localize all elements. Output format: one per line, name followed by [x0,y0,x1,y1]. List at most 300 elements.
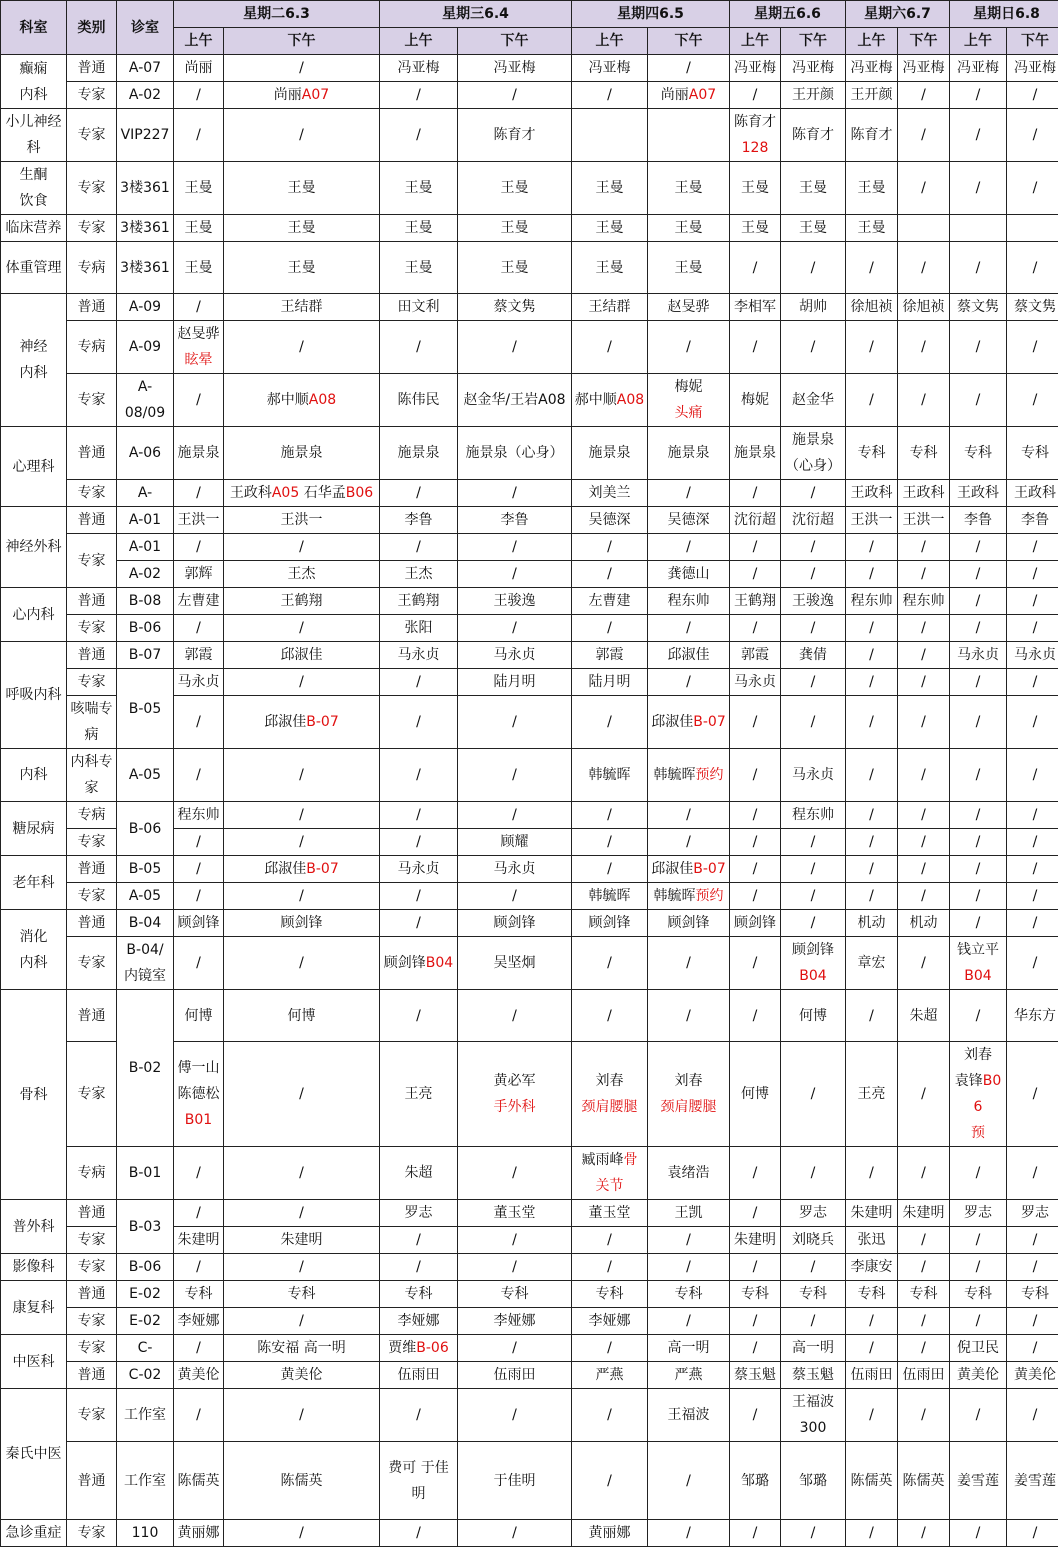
note-text: 颈肩腰腿 [661,1099,717,1115]
am-cell: 张迅 [846,1227,898,1254]
am-cell: 顾剑锋 [174,910,224,937]
am-cell: / [730,480,781,507]
dept-cell: 急诊重症 [1,1520,67,1547]
am-cell: 尚丽 [174,55,224,82]
pm-cell: / [458,82,572,109]
am-cell: / [950,242,1007,294]
pm-cell: 专科 [648,1281,730,1308]
am-cell: 顾剑锋 [730,910,781,937]
pm-cell: / [458,883,572,910]
pm-cell: 韩毓晖预约 [648,749,730,802]
note-text: A08 [309,392,336,408]
am-cell: / [380,109,458,162]
pm-cell: 专科 [898,427,950,480]
note-text: B-07 [306,714,338,730]
pm-cell: / [898,829,950,856]
am-cell: / [950,1308,1007,1335]
am-cell: / [572,1335,648,1362]
pm-cell: / [898,1042,950,1147]
pm-cell: / [1007,82,1058,109]
room-cell: A-05 [117,883,174,910]
pm-cell: / [1007,615,1058,642]
pm-cell: / [1007,321,1058,374]
pm-cell: 胡帅 [781,294,846,321]
am-cell: / [950,321,1007,374]
pm-cell: 罗志 [1007,1200,1058,1227]
am-cell: / [572,990,648,1042]
room-cell: 工作室 [117,1389,174,1442]
am-cell: 李鲁 [950,507,1007,534]
am-cell: / [730,1308,781,1335]
note-text: B01 [185,1112,212,1128]
pm-cell: / [1007,1335,1058,1362]
am-cell: / [950,990,1007,1042]
pm-cell: / [898,1147,950,1200]
pm-cell: / [1007,1147,1058,1200]
am-cell: / [846,561,898,588]
table-row [1,480,1058,507]
pm-cell: / [898,937,950,990]
pm-cell: 吴德深 [648,507,730,534]
room-cell: A-09 [117,321,174,374]
am-cell: / [950,669,1007,696]
pm-cell: / [898,321,950,374]
pm-cell: 专科 [458,1281,572,1308]
pm-cell [1007,215,1058,242]
room-cell: 3楼361 [117,242,174,294]
type-cell: 专家 [67,1308,117,1335]
pm-cell: 郝中顺A08 [224,374,380,427]
pm-cell: / [1007,1308,1058,1335]
pm-cell: 陆月明 [458,669,572,696]
pm-cell: / [458,534,572,561]
table-row [1,1281,1058,1308]
room-cell: VIP227 [117,109,174,162]
am-cell: / [380,829,458,856]
dept-cell: 心内科 [1,588,67,642]
pm-cell: / [781,669,846,696]
am-cell: 王曼 [380,162,458,215]
am-cell: 王曼 [572,215,648,242]
am-cell: 专科 [730,1281,781,1308]
room-cell: B-06 [117,615,174,642]
pm-cell: / [224,883,380,910]
type-cell: 专病 [67,321,117,374]
am-cell: / [174,856,224,883]
pm-cell: / [1007,561,1058,588]
am-cell: / [380,1520,458,1547]
am-cell [950,215,1007,242]
am-cell: 顾剑锋B04 [380,937,458,990]
pm-cell: 刘春 颈肩腰腿 [648,1042,730,1147]
am-cell: 专科 [950,427,1007,480]
pm-cell: 程东帅 [781,802,846,829]
am-cell: 施景泉 [572,427,648,480]
pm-cell: / [781,1520,846,1547]
am-cell: 马永贞 [174,669,224,696]
pm-cell: 华东方 [1007,990,1058,1042]
pm-cell: / [898,1520,950,1547]
pm-cell: / [1007,1389,1058,1442]
am-cell: / [174,883,224,910]
pm-cell: 罗志 [781,1200,846,1227]
pm-cell: 黄美伦 [1007,1362,1058,1389]
room-cell: 110 [117,1520,174,1547]
room-cell: B-07 [117,642,174,669]
pm-cell: 王曼 [224,242,380,294]
am-cell: / [174,1200,224,1227]
header-type: 类别 [67,1,117,55]
am-cell: 费可 于佳 明 [380,1442,458,1520]
room-cell: A-09 [117,294,174,321]
am-cell: / [174,696,224,749]
am-cell: 冯亚梅 [380,55,458,82]
pm-cell: 伍雨田 [458,1362,572,1389]
pm-cell: 王曼 [648,242,730,294]
table-row [1,109,1058,162]
dept-cell: 影像科 [1,1254,67,1281]
pm-cell: 尚丽A07 [224,82,380,109]
am-cell: 王政科 [950,480,1007,507]
pm-cell: / [1007,588,1058,615]
header-am: 上午 [950,28,1007,55]
pm-cell: / [781,615,846,642]
am-cell: / [950,374,1007,427]
am-cell: 冯亚梅 [846,55,898,82]
pm-cell: 马永贞 [458,856,572,883]
am-cell: / [380,82,458,109]
am-cell: 刘春 颈肩腰腿 [572,1042,648,1147]
am-cell: / [730,534,781,561]
pm-cell: 吴坚炯 [458,937,572,990]
note-text: 骨 [624,1152,638,1168]
pm-cell: 王福波 [648,1389,730,1442]
am-cell: / [950,802,1007,829]
am-cell: / [380,1389,458,1442]
am-cell: 田文利 [380,294,458,321]
pm-cell: / [224,937,380,990]
pm-cell: 严燕 [648,1362,730,1389]
dept-cell: 秦氏中医 [1,1389,67,1520]
pm-cell: / [1007,374,1058,427]
header-day: 星期三6.4 [380,1,572,28]
pm-cell: 王洪一 [224,507,380,534]
table-row [1,162,1058,215]
am-cell: 李康安 [846,1254,898,1281]
am-cell: / [950,561,1007,588]
am-cell: / [730,1389,781,1442]
am-cell: 严燕 [572,1362,648,1389]
header-pm: 下午 [898,28,950,55]
am-cell: 施景泉 [730,427,781,480]
am-cell: / [730,1147,781,1200]
pm-cell [898,215,950,242]
pm-cell: 王骏逸 [781,588,846,615]
dept-cell: 临床营养 [1,215,67,242]
pm-cell: / [781,534,846,561]
table-row [1,856,1058,883]
type-cell: 普通 [67,1442,117,1520]
type-cell: 专家 [67,1520,117,1547]
am-cell: 张阳 [380,615,458,642]
pm-cell: 马永贞 [781,749,846,802]
header-room: 诊室 [117,1,174,55]
am-cell: 马永贞 [730,669,781,696]
am-cell: / [572,615,648,642]
table-row [1,802,1058,829]
room-cell: C-02 [117,1362,174,1389]
note-text: A07 [302,87,329,103]
pm-cell: 伍雨田 [898,1362,950,1389]
pm-cell: / [898,242,950,294]
am-cell: / [730,1254,781,1281]
pm-cell: 冯亚梅 [458,55,572,82]
am-cell: / [572,856,648,883]
pm-cell: 朱建明 [898,1200,950,1227]
header-day: 星期六6.7 [846,1,950,28]
pm-cell: 黄必军 手外科 [458,1042,572,1147]
dept-cell: 消化 内科 [1,910,67,990]
room-cell: E-02 [117,1308,174,1335]
room-cell: 3楼361 [117,162,174,215]
pm-cell: / [1007,162,1058,215]
header-dept: 科室 [1,1,67,55]
pm-cell: / [1007,109,1058,162]
pm-cell: / [1007,749,1058,802]
am-cell: / [174,294,224,321]
pm-cell: 王政科 [1007,480,1058,507]
table-row [1,910,1058,937]
am-cell: 刘春 袁锋B06 预 [950,1042,1007,1147]
am-cell: 伍雨田 [846,1362,898,1389]
am-cell: / [730,802,781,829]
am-cell: 李娅娜 [174,1308,224,1335]
pm-cell: / [224,1042,380,1147]
pm-cell: / [458,1254,572,1281]
table-row [1,1200,1058,1227]
am-cell: 王曼 [846,215,898,242]
dept-cell: 中医科 [1,1335,67,1389]
am-cell: 陆月明 [572,669,648,696]
am-cell: / [174,82,224,109]
am-cell: 陈儒英 [174,1442,224,1520]
dept-cell: 骨科 [1,990,67,1200]
am-cell: / [846,802,898,829]
pm-cell: / [224,55,380,82]
am-cell: / [846,1335,898,1362]
am-cell: / [730,829,781,856]
type-cell: 专家 [67,883,117,910]
pm-cell: / [898,1254,950,1281]
note-text: 预约 [696,767,724,783]
am-cell: / [950,82,1007,109]
am-cell: / [730,561,781,588]
am-cell: / [572,802,648,829]
dept-cell: 神经 内科 [1,294,67,427]
am-cell: 王曼 [730,215,781,242]
pm-cell: / [648,802,730,829]
table-row [1,294,1058,321]
note-text: B-07 [306,861,338,877]
am-cell: / [846,669,898,696]
pm-cell: 朱建明 [224,1227,380,1254]
am-cell: 专科 [572,1281,648,1308]
am-cell: 专科 [174,1281,224,1308]
am-cell: 陈伟民 [380,374,458,427]
type-cell: 普通 [67,1200,117,1227]
am-cell: / [572,82,648,109]
table-row [1,561,1058,588]
pm-cell: / [1007,696,1058,749]
pm-cell: / [458,1227,572,1254]
am-cell: / [380,669,458,696]
am-cell: / [380,990,458,1042]
pm-cell: 陈儒英 [898,1442,950,1520]
am-cell: 朱建明 [846,1200,898,1227]
am-cell: / [846,374,898,427]
pm-cell: 王曼 [458,215,572,242]
pm-cell: 邱淑佳 [648,642,730,669]
am-cell: 黄美伦 [174,1362,224,1389]
am-cell: / [846,642,898,669]
am-cell: 陈儒英 [846,1442,898,1520]
am-cell: / [950,856,1007,883]
pm-cell: / [781,883,846,910]
table-row [1,1389,1058,1442]
table-row [1,427,1058,480]
am-cell: 罗志 [950,1200,1007,1227]
am-cell: 陈育才 128 [730,109,781,162]
am-cell: / [730,1520,781,1547]
pm-cell: 蔡文隽 [458,294,572,321]
header-am: 上午 [730,28,781,55]
pm-cell: 邱淑佳B-07 [648,856,730,883]
am-cell: 何博 [174,990,224,1042]
header-pm: 下午 [648,28,730,55]
am-cell: / [950,588,1007,615]
am-cell: / [730,1200,781,1227]
am-cell: 臧雨峰骨 关节 [572,1147,648,1200]
room-cell: B-05 [117,856,174,883]
am-cell: 专科 [950,1281,1007,1308]
pm-cell: 高一明 [648,1335,730,1362]
pm-cell: / [898,696,950,749]
am-cell: 王曼 [174,162,224,215]
am-cell: 朱建明 [174,1227,224,1254]
am-cell: 王曼 [572,242,648,294]
am-cell: 马永贞 [380,856,458,883]
pm-cell: 于佳明 [458,1442,572,1520]
am-cell: 程东帅 [846,588,898,615]
am-cell: 傅一山 陈德松 B01 [174,1042,224,1147]
type-cell: 专家 [67,1389,117,1442]
pm-cell: 李鲁 [458,507,572,534]
room-cell: B-02 [117,990,174,1147]
note-text: B04 [964,968,991,984]
room-cell: B-06 [117,1254,174,1281]
type-cell: 专病 [67,1147,117,1200]
am-cell: 机动 [846,910,898,937]
dept-cell: 神经外科 [1,507,67,588]
pm-cell: / [781,561,846,588]
am-cell: / [380,696,458,749]
pm-cell: / [1007,1042,1058,1147]
header-day: 星期日6.8 [950,1,1058,28]
am-cell: / [380,1227,458,1254]
pm-cell: 黄美伦 [224,1362,380,1389]
note-text: A05 [272,485,299,501]
am-cell: 王曼 [380,242,458,294]
table-row [1,749,1058,802]
type-cell: 专家 [67,374,117,427]
am-cell: / [950,749,1007,802]
pm-cell: / [1007,242,1058,294]
pm-cell: / [898,856,950,883]
dept-cell: 小儿神经科 [1,109,67,162]
table-row [1,1442,1058,1520]
am-cell: / [950,829,1007,856]
type-cell: 专家 [67,829,117,856]
table-row [1,1308,1058,1335]
table-row [1,82,1058,109]
pm-cell: 专科 [781,1281,846,1308]
room-cell: A- [117,480,174,507]
pm-cell: / [458,1335,572,1362]
pm-cell: 程东帅 [648,588,730,615]
am-cell: 赵旻骅 眩晕 [174,321,224,374]
note-text: 颈肩腰腿 [582,1099,638,1115]
pm-cell: 陈儒英 [224,1442,380,1520]
pm-cell: 王曼 [224,162,380,215]
table-row [1,1520,1058,1547]
room-cell: A-02 [117,561,174,588]
am-cell: / [846,1520,898,1547]
pm-cell: 王曼 [458,242,572,294]
am-cell: / [174,749,224,802]
dept-cell: 康复科 [1,1281,67,1335]
dept-cell: 呼吸内科 [1,642,67,749]
pm-cell: / [898,534,950,561]
pm-cell: / [898,374,950,427]
am-cell: / [730,1335,781,1362]
pm-cell: / [898,642,950,669]
am-cell: / [730,990,781,1042]
pm-cell: 机动 [898,910,950,937]
am-cell: / [380,749,458,802]
pm-cell: / [648,829,730,856]
am-cell: 韩毓晖 [572,883,648,910]
pm-cell: / [648,1520,730,1547]
type-cell: 专家 [67,615,117,642]
pm-cell: / [224,1308,380,1335]
pm-cell: 赵旻骅 [648,294,730,321]
pm-cell: / [898,561,950,588]
am-cell: / [730,937,781,990]
pm-cell: / [781,1308,846,1335]
pm-cell: / [898,669,950,696]
pm-cell: / [1007,883,1058,910]
pm-cell: 龚倩 [781,642,846,669]
type-cell: 普通 [67,427,117,480]
am-cell: 专科 [380,1281,458,1308]
header-day: 星期五6.6 [730,1,846,28]
type-cell: 普通 [67,1281,117,1308]
am-cell: / [572,1442,648,1520]
dept-cell: 体重管理 [1,242,67,294]
am-cell: / [380,480,458,507]
pm-cell: 刘晓兵 [781,1227,846,1254]
am-cell: 王曼 [730,162,781,215]
